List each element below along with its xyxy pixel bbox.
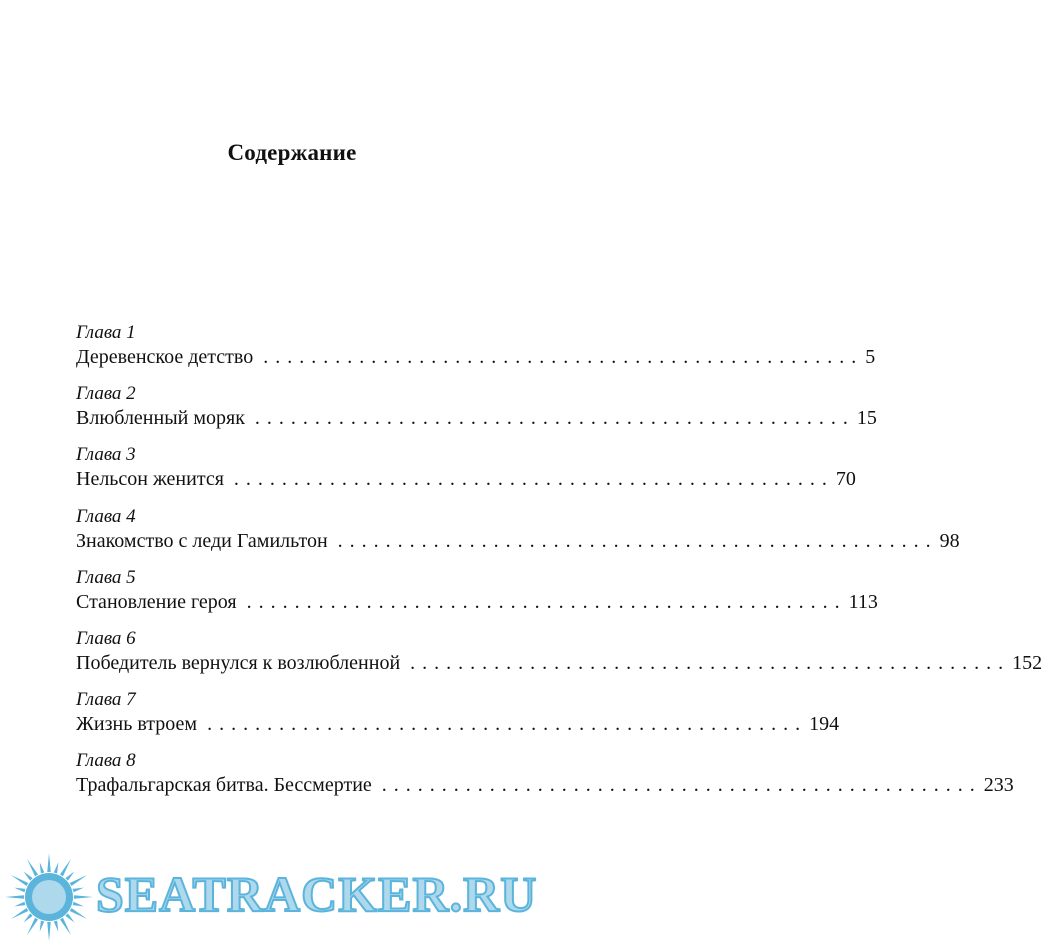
toc-entry[interactable] <box>76 444 856 505</box>
sun-ray <box>70 908 87 919</box>
sun-ray <box>27 859 38 876</box>
toc-line <box>76 466 856 492</box>
sun-ray <box>47 853 51 872</box>
chapter-label: Глава 1 <box>76 322 136 343</box>
chapter-title: Становление героя <box>76 590 237 613</box>
toc-line <box>76 528 960 554</box>
page-number: 70 <box>835 468 856 491</box>
dot-leader: .................................................. <box>233 468 834 491</box>
chapter-label: Глава 5 <box>76 566 136 588</box>
toc-line <box>76 711 840 737</box>
dot-leader: .................................................. <box>207 713 808 736</box>
sun-ray <box>65 872 74 881</box>
watermark <box>4 852 584 942</box>
dot-leader: .................................................. <box>381 774 982 797</box>
sun-ray <box>24 872 33 881</box>
page-number: 5 <box>865 346 876 368</box>
table-of-contents <box>76 322 1042 812</box>
dot-leader: .................................................. <box>337 529 938 552</box>
sun-ray <box>65 913 74 922</box>
sun-ray <box>74 895 93 899</box>
sun-ray <box>73 888 84 893</box>
chapter-label: Глава 3 <box>76 444 136 466</box>
sun-ray <box>14 888 25 893</box>
toc-entry[interactable] <box>76 689 840 750</box>
sun-ray <box>54 921 59 932</box>
toc-line <box>76 589 878 615</box>
dot-leader: .................................................. <box>246 590 847 613</box>
sun-ray <box>60 859 71 876</box>
chapter-title: Победитель вернулся к возлюбленной <box>76 651 401 674</box>
page-number: 113 <box>848 590 878 613</box>
sun-ray <box>70 875 87 886</box>
sun-ray <box>47 922 51 941</box>
page-number: 15 <box>856 407 877 430</box>
toc-entry[interactable] <box>76 750 1014 811</box>
page-number: 233 <box>983 774 1014 797</box>
sun-ray <box>24 913 33 922</box>
toc-line <box>76 344 876 370</box>
chapter-label: Глава 2 <box>76 383 136 405</box>
chapter-label: Глава 7 <box>76 689 136 711</box>
sun-ray <box>60 918 71 935</box>
chapter-title: Деревенское детство <box>76 346 254 368</box>
sun-ray <box>40 921 45 932</box>
chapter-title: Знакомство с леди Гамильтон <box>76 529 328 552</box>
sun-ray <box>11 908 28 919</box>
toc-entry[interactable] <box>76 322 876 383</box>
sun-ray <box>11 875 28 886</box>
chapter-title: Жизнь втроем <box>76 713 198 736</box>
chapter-title: Трафальгарская битва. Бессмертие <box>76 774 372 797</box>
toc-entry[interactable] <box>76 383 877 444</box>
chapter-label: Глава 4 <box>76 505 136 527</box>
dot-leader: .................................................. <box>410 651 1011 674</box>
sun-ray <box>40 862 45 873</box>
chapter-title: Нельсон женится <box>76 468 224 491</box>
toc-entry[interactable] <box>76 627 1042 689</box>
page-title: Содержание <box>227 140 357 165</box>
sun-ray <box>14 902 25 907</box>
dot-leader: .................................................. <box>254 407 855 430</box>
dot-leader: .................................................. <box>263 346 864 368</box>
toc-entry[interactable] <box>76 505 960 567</box>
sun-ray <box>54 862 59 873</box>
sun-ray <box>27 918 38 935</box>
chapter-title: Влюбленный моряк <box>76 407 245 430</box>
page-number: 194 <box>809 713 840 736</box>
chapter-label: Глава 8 <box>76 750 136 772</box>
sun-ray <box>73 902 84 907</box>
sun-ray <box>5 895 24 899</box>
toc-line <box>76 772 1014 798</box>
toc-line <box>76 405 877 431</box>
toc-line <box>76 650 1042 676</box>
watermark-text: SEATRACKER.RU <box>96 866 538 922</box>
toc-entry[interactable] <box>76 566 878 628</box>
page-number: 98 <box>939 529 960 552</box>
page-number: 152 <box>1012 651 1042 674</box>
sun-icon <box>4 852 94 942</box>
chapter-label: Глава 6 <box>76 627 136 649</box>
